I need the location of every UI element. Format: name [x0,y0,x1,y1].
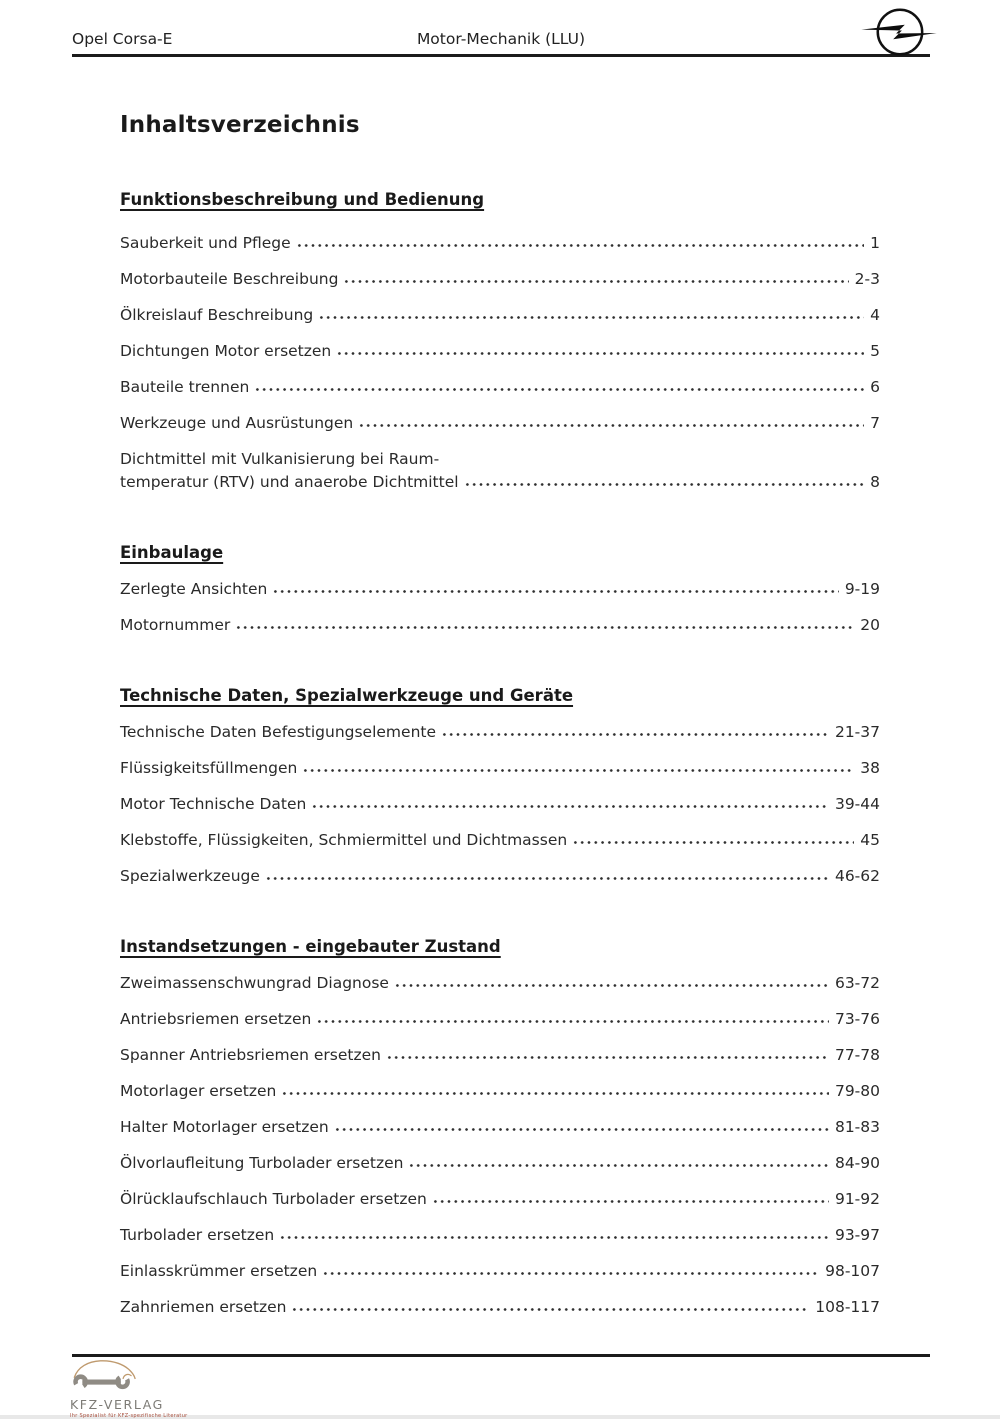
toc-entry [120,343,880,360]
toc-entry [120,617,880,634]
toc-entry [120,1083,880,1100]
toc-entry [120,235,880,252]
page-header [72,0,930,57]
toc-entry [120,379,880,396]
toc-entry-label: Ölrücklaufschlauch Turbolader ersetzen [120,1190,427,1208]
dot-leader [334,1127,829,1132]
dot-leader [358,423,864,428]
publisher-name: KFZ-VERLAG [70,1397,164,1412]
toc-entry [120,1119,880,1136]
toc-entry-label: Bauteile trennen [120,378,250,396]
toc-entry [120,581,880,598]
toc-entry [120,1047,880,1064]
toc-entry-page: 93-97 [834,1226,880,1244]
toc-entry-page: 63-72 [834,974,880,992]
dot-leader [316,1019,829,1024]
content-area [120,60,880,1316]
toc-entry [120,271,880,288]
dot-leader [272,589,838,594]
dot-leader [441,732,829,737]
toc-entry-page: 73-76 [834,1010,880,1028]
section-heading: Funktionsbeschreibung und Bedienung [120,190,485,209]
dot-leader [279,1235,829,1240]
dot-leader [386,1055,829,1060]
toc-entry [120,975,880,992]
toc-entry [120,1299,880,1316]
toc-entry-label: Motorbauteile Beschreibung [120,270,339,288]
toc-entry-page: 20 [860,616,880,634]
dot-leader [254,387,864,392]
toc-entry-label: Ölvorlaufleitung Turbolader ersetzen [120,1154,404,1172]
toc-entry-page: 77-78 [834,1046,880,1064]
toc-entry-page: 46-62 [834,867,880,885]
dot-leader [408,1163,828,1168]
toc-entry-label: Zerlegte Ansichten [120,580,268,598]
toc-entry-page: 91-92 [834,1190,880,1208]
toc-entry-label: Werkzeuge und Ausrüstungen [120,414,354,432]
section-heading: Technische Daten, Spezialwerkzeuge und Geräte [120,686,574,705]
page-title: Inhaltsverzeichnis [120,112,360,138]
toc-entry-page: 2-3 [854,270,880,288]
toc-entry-label: Turbolader ersetzen [120,1226,275,1244]
toc-entry-page: 79-80 [834,1082,880,1100]
toc-entry [120,1155,880,1172]
toc-entry [120,832,880,849]
toc-entry [120,474,880,491]
toc-entry-page: 45 [860,831,880,849]
toc-entry [120,724,880,741]
dot-leader [572,840,854,845]
toc-entry-label: Halter Motorlager ersetzen [120,1118,329,1136]
publisher-logo [70,1358,220,1419]
toc-entry-page: 108-117 [815,1298,880,1316]
dot-leader [394,983,829,988]
toc-entry [120,1263,880,1280]
dot-leader [311,804,829,809]
dot-leader [302,768,854,773]
dot-leader [343,279,848,284]
toc-entry-page: 8 [870,473,880,491]
header-section-label: Motor-Mechanik (LLU) [416,30,586,48]
dot-leader [235,625,854,630]
dot-leader [322,1271,819,1276]
toc-entry-label: Zweimassenschwungrad Diagnose [120,974,389,992]
toc-entry-label: Ölkreislauf Beschreibung [120,306,314,324]
toc-entry [120,868,880,885]
toc-entry [120,796,880,813]
dot-leader [291,1307,809,1312]
toc-entry-label: Sauberkeit und Pflege [120,234,291,252]
toc-entry-label-line1: Dichtmittel mit Vulkanisierung bei Raum- [120,450,440,468]
toc-entry-page: 39-44 [834,795,880,813]
toc-entry-label: Spanner Antriebsriemen ersetzen [120,1046,381,1064]
toc-entry-page: 5 [870,342,880,360]
dot-leader [432,1199,829,1204]
toc-entry-page: 38 [860,759,880,777]
header-model-label: Opel Corsa-E [72,30,173,48]
toc-entry-label: Klebstoffe, Flüssigkeiten, Schmiermittel und Dichtmassen [120,831,568,849]
dot-leader [265,876,829,881]
toc-entry-label: Antriebsriemen ersetzen [120,1010,312,1028]
dot-leader [336,351,864,356]
toc-entry-label: Motor Technische Daten [120,795,307,813]
toc-entry-label: Flüssigkeitsfüllmengen [120,759,298,777]
car-wrench-logo-icon [70,1377,140,1396]
toc-entry-label: Dichtungen Motor ersetzen [120,342,332,360]
toc-entry [120,760,880,777]
toc [120,190,880,1316]
section-heading: Instandsetzungen - eingebauter Zustand [120,937,501,956]
toc-entry-page: 98-107 [825,1262,880,1280]
toc-entry-label: Spezialwerkzeuge [120,867,260,885]
toc-entry-label: Einlasskrümmer ersetzen [120,1262,318,1280]
toc-entry [120,1191,880,1208]
opel-blitz-logo-icon [860,4,938,64]
toc-entry-label: Motorlager ersetzen [120,1082,277,1100]
toc-entry-page: 9-19 [844,580,880,598]
toc-entry-page: 21-37 [834,723,880,741]
toc-entry [120,1011,880,1028]
toc-entry-page: 6 [870,378,880,396]
toc-entry [120,307,880,324]
dot-leader [296,243,865,248]
dot-leader [281,1091,829,1096]
toc-entry-label: Technische Daten Befestigungselemente [120,723,437,741]
dot-leader [464,482,865,487]
footer-divider [72,1354,930,1357]
toc-entry-label: Motornummer [120,616,231,634]
toc-entry-label: Zahnriemen ersetzen [120,1298,287,1316]
toc-entry-page: 4 [870,306,880,324]
section-heading: Einbaulage [120,543,224,562]
toc-entry-page: 7 [870,414,880,432]
dot-leader [318,315,864,320]
toc-entry-label: temperatur (RTV) und anaerobe Dichtmittel [120,473,459,491]
toc-entry [120,415,880,432]
publisher-tagline: Ihr Spezialist für KFZ-spezifische Literatur [70,1413,188,1419]
toc-entry-page: 84-90 [834,1154,880,1172]
toc-entry-page: 1 [870,234,880,252]
toc-entry [120,1227,880,1244]
toc-entry-page: 81-83 [834,1118,880,1136]
